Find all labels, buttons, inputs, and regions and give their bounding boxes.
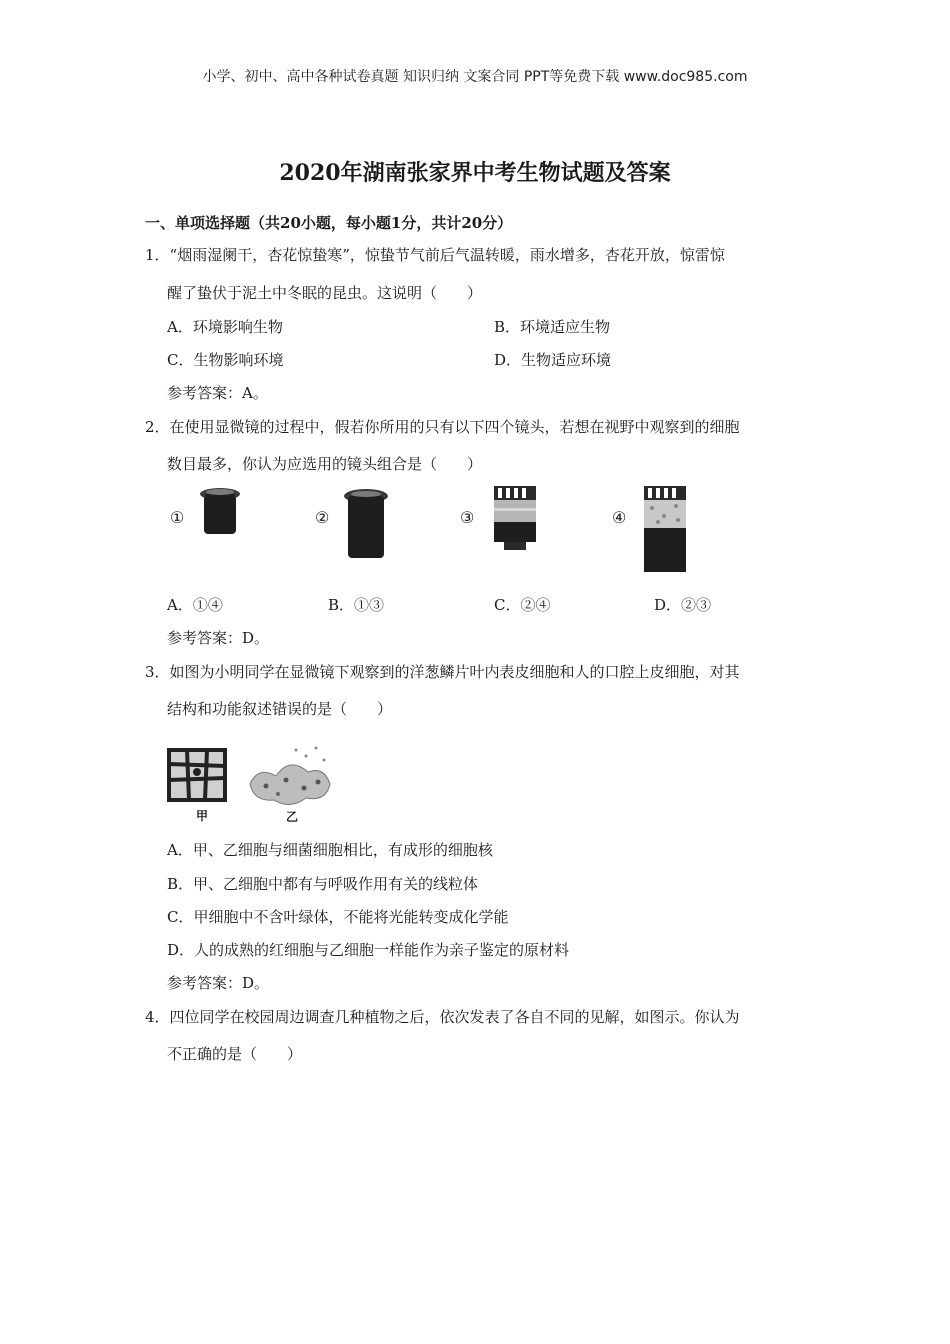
q1-answer: 参考答案：A。	[167, 384, 268, 402]
q2-option-d: D．②③	[654, 596, 712, 614]
oral-epithelial-cells-figure	[246, 740, 336, 812]
q4-stem-line2: 不正确的是（ ）	[167, 1045, 303, 1063]
q2-stem-line2: 数目最多，你认为应选用的镜头组合是（ ）	[167, 455, 483, 473]
figure-label-yi: 乙	[286, 810, 299, 824]
q2-option-c: C．②④	[494, 596, 551, 614]
q1-option-c: C．生物影响环境	[167, 351, 284, 369]
section-heading: 一、单项选择题（共20小题，每小题1分，共计20分）	[145, 214, 513, 232]
onion-epidermis-cells-figure	[165, 744, 231, 806]
page-header: 小学、初中、高中各种试卷真题 知识归纳 文案合同 PPT等免费下载 www.doc985.com	[202, 69, 748, 85]
q2-option-a: A．①④	[167, 596, 223, 614]
lens-label-4: ④	[612, 508, 627, 527]
figure-label-jia: 甲	[196, 809, 209, 823]
q1-option-b: B．环境适应生物	[494, 318, 611, 336]
q1-stem-line1: 1．“烟雨湿阑干，杏花惊蛰寒”，惊蛰节气前后气温转暖，雨水增多，杏花开放，惊雷惊	[145, 246, 725, 264]
q1-stem-line2: 醒了蛰伏于泥土中冬眠的昆虫。这说明（ ）	[167, 284, 483, 302]
q2-answer: 参考答案：D。	[167, 629, 270, 647]
q1-option-d: D．生物适应环境	[494, 351, 612, 369]
objective-lens-long-icon	[638, 486, 692, 574]
eyepiece-lens-long-icon	[342, 486, 392, 562]
q1-option-a: A．环境影响生物	[167, 318, 283, 336]
q3-option-a: A．甲、乙细胞与细菌细胞相比，有成形的细胞核	[167, 841, 493, 859]
q3-stem-line2: 结构和功能叙述错误的是（ ）	[167, 700, 393, 718]
q3-stem-line1: 3．如图为小明同学在显微镜下观察到的洋葱鳞片叶内表皮细胞和人的口腔上皮细胞，对其	[145, 663, 740, 681]
lens-label-2: ②	[315, 508, 330, 527]
q2-stem-line1: 2．在使用显微镜的过程中，假若你所用的只有以下四个镜头，若想在视野中观察到的细胞	[145, 418, 740, 436]
q4-stem-line1: 4．四位同学在校园周边调查几种植物之后，依次发表了各自不同的见解，如图示。你认为	[145, 1008, 740, 1026]
q2-option-b: B．①③	[328, 596, 385, 614]
lens-label-3: ③	[460, 508, 475, 527]
lens-label-1: ①	[170, 508, 185, 527]
q3-option-d: D．人的成熟的红细胞与乙细胞一样能作为亲子鉴定的原材料	[167, 941, 570, 959]
q3-answer: 参考答案：D。	[167, 974, 270, 992]
q3-option-c: C．甲细胞中不含叶绿体，不能将光能转变成化学能	[167, 908, 509, 926]
page-title: 2020年湖南张家界中考生物试题及答案	[279, 160, 671, 186]
q3-option-b: B．甲、乙细胞中都有与呼吸作用有关的线粒体	[167, 875, 479, 893]
objective-lens-short-icon	[488, 486, 542, 554]
eyepiece-lens-short-icon	[198, 486, 248, 542]
